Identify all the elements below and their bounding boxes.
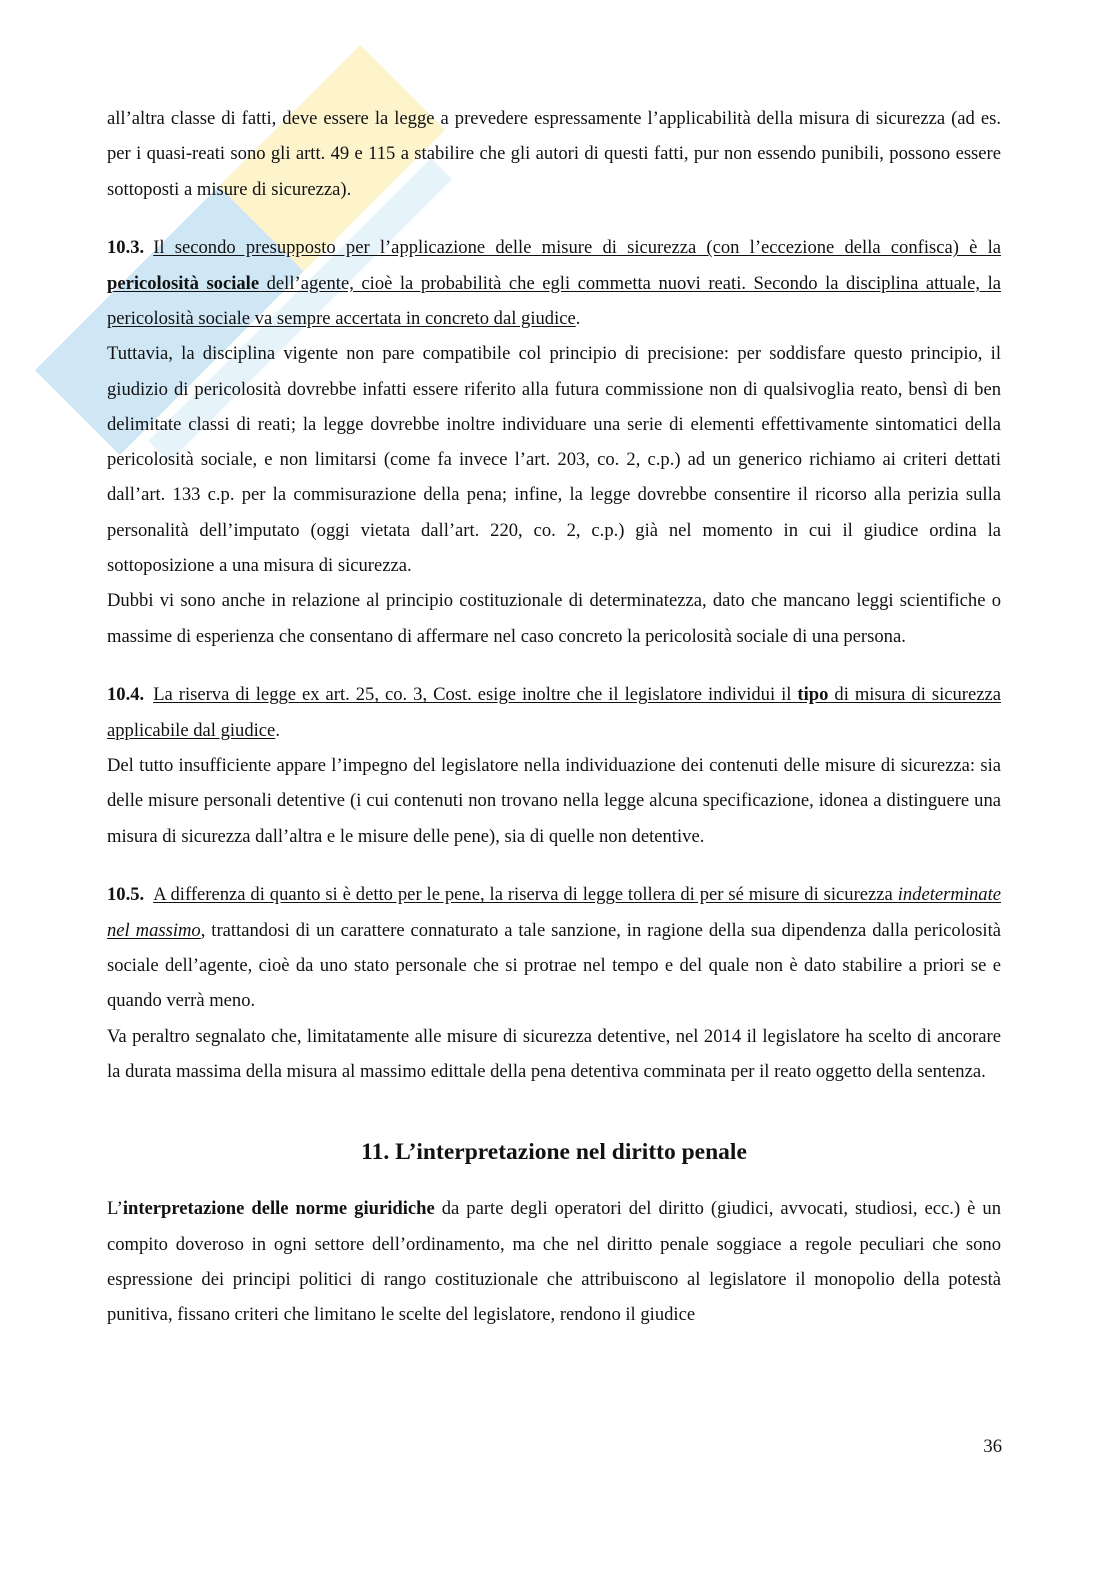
document-page	[107, 101, 1001, 1332]
section-number: 10.4.	[107, 684, 145, 706]
page-number: 36	[983, 1436, 1002, 1457]
section-number: 10.3.	[107, 237, 145, 259]
section-10-3	[107, 230, 1001, 336]
paragraph-intro: all’altra classe di fatti, deve essere la legge a prevedere espressamente l’applicabilità della misura di sicurezza (ad es. per i quasi-reati sono gli artt. 49 e 115 a stabilire che gli autori di questi fatti, pur non essendo punibili, possono essere sottoposti a misure di sicurezza).	[107, 108, 1001, 200]
italic-term: indeterminate nel massimo	[107, 884, 1001, 941]
paragraph-11	[107, 1191, 1001, 1332]
text: L’	[107, 1198, 123, 1220]
section-heading: 11. L’interpretazione nel diritto penale	[361, 1139, 747, 1166]
underlined-text: A differenza di quanto si è detto per le pene, la riserva di legge tollera di per sé misure di sicurezza	[153, 884, 898, 906]
underlined-text: dell’agente, cioè la probabilità che egli commetta nuovi reati. Secondo la disciplina attuale, la pericolosità sociale va sempre accertata in concreto dal giudice	[107, 272, 1001, 329]
punctuation: .	[275, 719, 280, 741]
paragraph: Del tutto insufficiente appare l’impegno del legislatore nella individuazione dei contenuti delle misure di sicurezza: sia delle misure personali detentive (i cui contenuti non trovano nella legge alcuna specificazione, idonea a distinguere una misura di sicurezza dall’altra e le misure delle pene), sia di quelle non detentive.	[107, 755, 1001, 847]
underlined-text: di misura di sicurezza applicabile dal giudice	[107, 684, 1002, 741]
underlined-text: La riserva di legge ex art. 25, co. 3, Cost. esige inoltre che il legislatore individui il	[153, 684, 798, 706]
bold-term: pericolosità sociale	[107, 272, 260, 294]
paragraph: Dubbi vi sono anche in relazione al principio costituzionale di determinatezza, dato che mancano leggi scientifiche o massime di esperienza che consentano di affermare nel caso concreto la pericolosità sociale di una persona.	[107, 590, 1001, 647]
paragraph: Va peraltro segnalato che, limitatamente alle misure di sicurezza detentive, nel 2014 il legislatore ha scelto di ancorare la durata massima della misura al massimo edittale della pena detentiva comminata per il reato oggetto della sentenza.	[107, 1025, 1001, 1082]
section-10-5	[107, 877, 1001, 1018]
bold-term: interpretazione delle norme giuridiche	[122, 1198, 435, 1220]
section-10-4	[107, 677, 1001, 748]
text: , trattandosi di un carattere connaturato a tale sanzione, in ragione della sua dipendenza dalla pericolosità sociale dell’agente, cioè da uno stato personale che si protrae nel tempo e del quale non è dato stabilire a priori se e quando verrà meno.	[107, 919, 1001, 1012]
punctuation: .	[575, 307, 581, 329]
text: da parte degli operatori del diritto (giudici, avvocati, studiosi, ecc.) è un compito doveroso in ogni settore dell’ordinamento, ma che nel diritto penale soggiace a regole peculiari che sono espressione dei principi politici di rango costituzionale che attribuiscono al legislatore il monopolio della potestà punitiva, fissano criteri che limitano le scelte del legislatore, rendono il giudice	[107, 1198, 1001, 1326]
underlined-text: Il secondo presupposto per l’applicazione delle misure di sicurezza (con l’eccezione della confisca) è la	[153, 237, 1001, 259]
paragraph: Tuttavia, la disciplina vigente non pare compatibile col principio di precisione: per soddisfare questo principio, il giudizio di pericolosità dovrebbe infatti essere riferito alla futura commissione non di qualsivoglia reato, bensì di ben delimitate classi di reati; la legge dovrebbe inoltre individuare una serie di elementi effettivamente sintomatici della pericolosità sociale, e non limitarsi (come fa invece l’art. 203, co. 2, c.p.) ad un generico richiamo ai criteri dettati dall’art. 133 c.p. per la commisurazione della pena; infine, la legge dovrebbe consentire il ricorso alla perizia sulla personalità dell’imputato (oggi vietata dall’art. 220, co. 2, c.p.) già nel momento in cui il giudice ordina la sottoposizione a una misura di sicurezza.	[107, 343, 1001, 577]
bold-term: tipo	[797, 684, 829, 706]
section-number: 10.5.	[107, 884, 145, 906]
